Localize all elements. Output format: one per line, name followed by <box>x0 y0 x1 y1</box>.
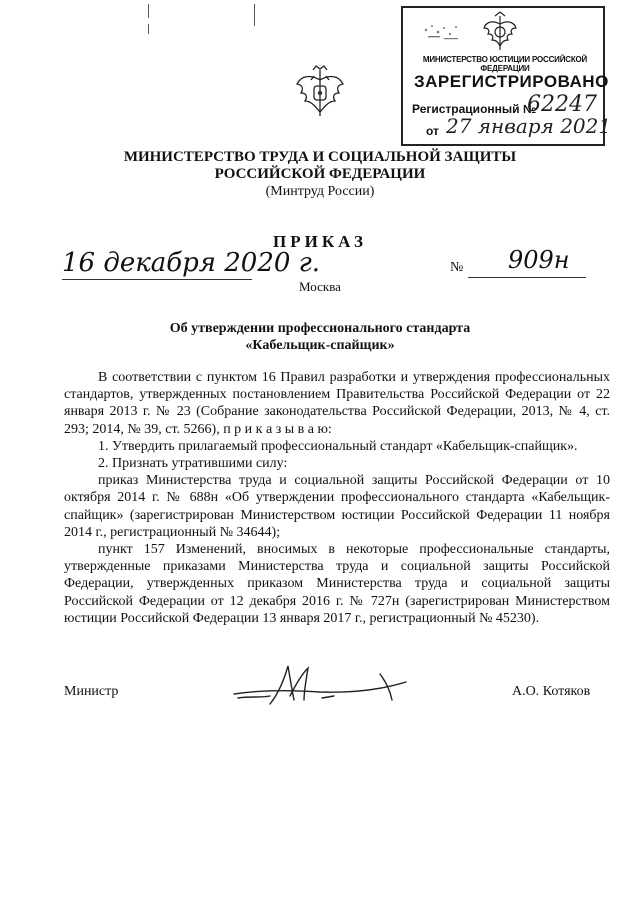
document-title: ПРИКАЗ <box>273 232 367 251</box>
ministry-name-line2: РОССИЙСКОЙ ФЕДЕРАЦИИ <box>214 166 426 182</box>
order-number-underline <box>468 277 586 278</box>
order-date-handwritten: 16 декабря 2020 г. <box>62 248 321 278</box>
body-list-item: 2. Признать утратившими силу: <box>98 456 288 472</box>
stamp-date-handwritten: 27 января 2021 <box>446 114 612 138</box>
order-number-label: № <box>450 260 464 275</box>
scan-mark <box>148 4 149 18</box>
subject-line1: Об утверждении профессионального стандарта <box>169 321 471 336</box>
stamp-registered-label: ЗАРЕГИСТРИРОВАНО <box>414 72 609 91</box>
coat-of-arms-icon <box>293 64 347 122</box>
signer-name: А.О. Котяков <box>512 684 591 699</box>
stamp-emblem-icon <box>478 10 522 54</box>
document-body <box>64 369 610 627</box>
handwritten-signature <box>230 660 410 710</box>
order-city: Москва <box>299 279 341 294</box>
stamp-smudge-icon <box>418 18 468 44</box>
body-paragraph: пункт 157 Изменений, вносимых в некоторые профессиональные стандарты, утвержденные приказами Министерства труда и социальной защиты Российской Федерации, утвержденных приказом Министерства труда и социальной защиты Российской Федерации от 12 декабря 2016 г. № 727н (зарегистрирован Министерством юстиции Российской Федерации 13 января 2017 г., регистрационный № 45230). <box>64 542 610 626</box>
ministry-name-line1: МИНИСТЕРСТВО ТРУДА И СОЦИАЛЬНОЙ ЗАЩИТЫ <box>123 149 517 165</box>
scan-mark <box>148 24 149 34</box>
stamp-regnum-label: Регистрационный № <box>412 102 537 116</box>
scan-mark <box>254 4 255 26</box>
ministry-short-name: (Минтруд России) <box>265 184 375 199</box>
stamp-regnum-handwritten: 62247 <box>527 92 597 117</box>
stamp-date-prefix: от <box>426 124 439 138</box>
body-paragraph: приказ Министерства труда и социальной защиты Российской Федерации от 10 октября 2014 г. № 688н «Об утверждении профессионального стандарта «Кабельщик-спайщик» (зарегистрирован Министерством юстиции Российской Федерации 11 ноября 2014 г., регистрационный № 34644); <box>64 473 610 540</box>
signer-title: Министр <box>64 684 119 699</box>
order-number-handwritten: 909н <box>508 246 570 274</box>
body-paragraph: В соответствии с пунктом 16 Правил разработки и утверждения профессиональных стандартов, утвержденных постановлением Правительства Российской Федерации от 22 января 2013 г. № 23 (Собрание законодательства Российской Федерации, 2013, № 4, ст. 293; 2014, № 39, ст. 5266), п р и к а з ы в а ю: <box>64 370 610 437</box>
stamp-ministry-name: МИНИСТЕРСТВО ЮСТИЦИИ РОССИЙСКОЙ ФЕДЕРАЦИИ <box>422 55 588 73</box>
body-list-item: 1. Утвердить прилагаемый профессиональный стандарт «Кабельщик-спайщик». <box>98 438 578 454</box>
subject-line2: «Кабельщик-спайщик» <box>245 338 395 353</box>
